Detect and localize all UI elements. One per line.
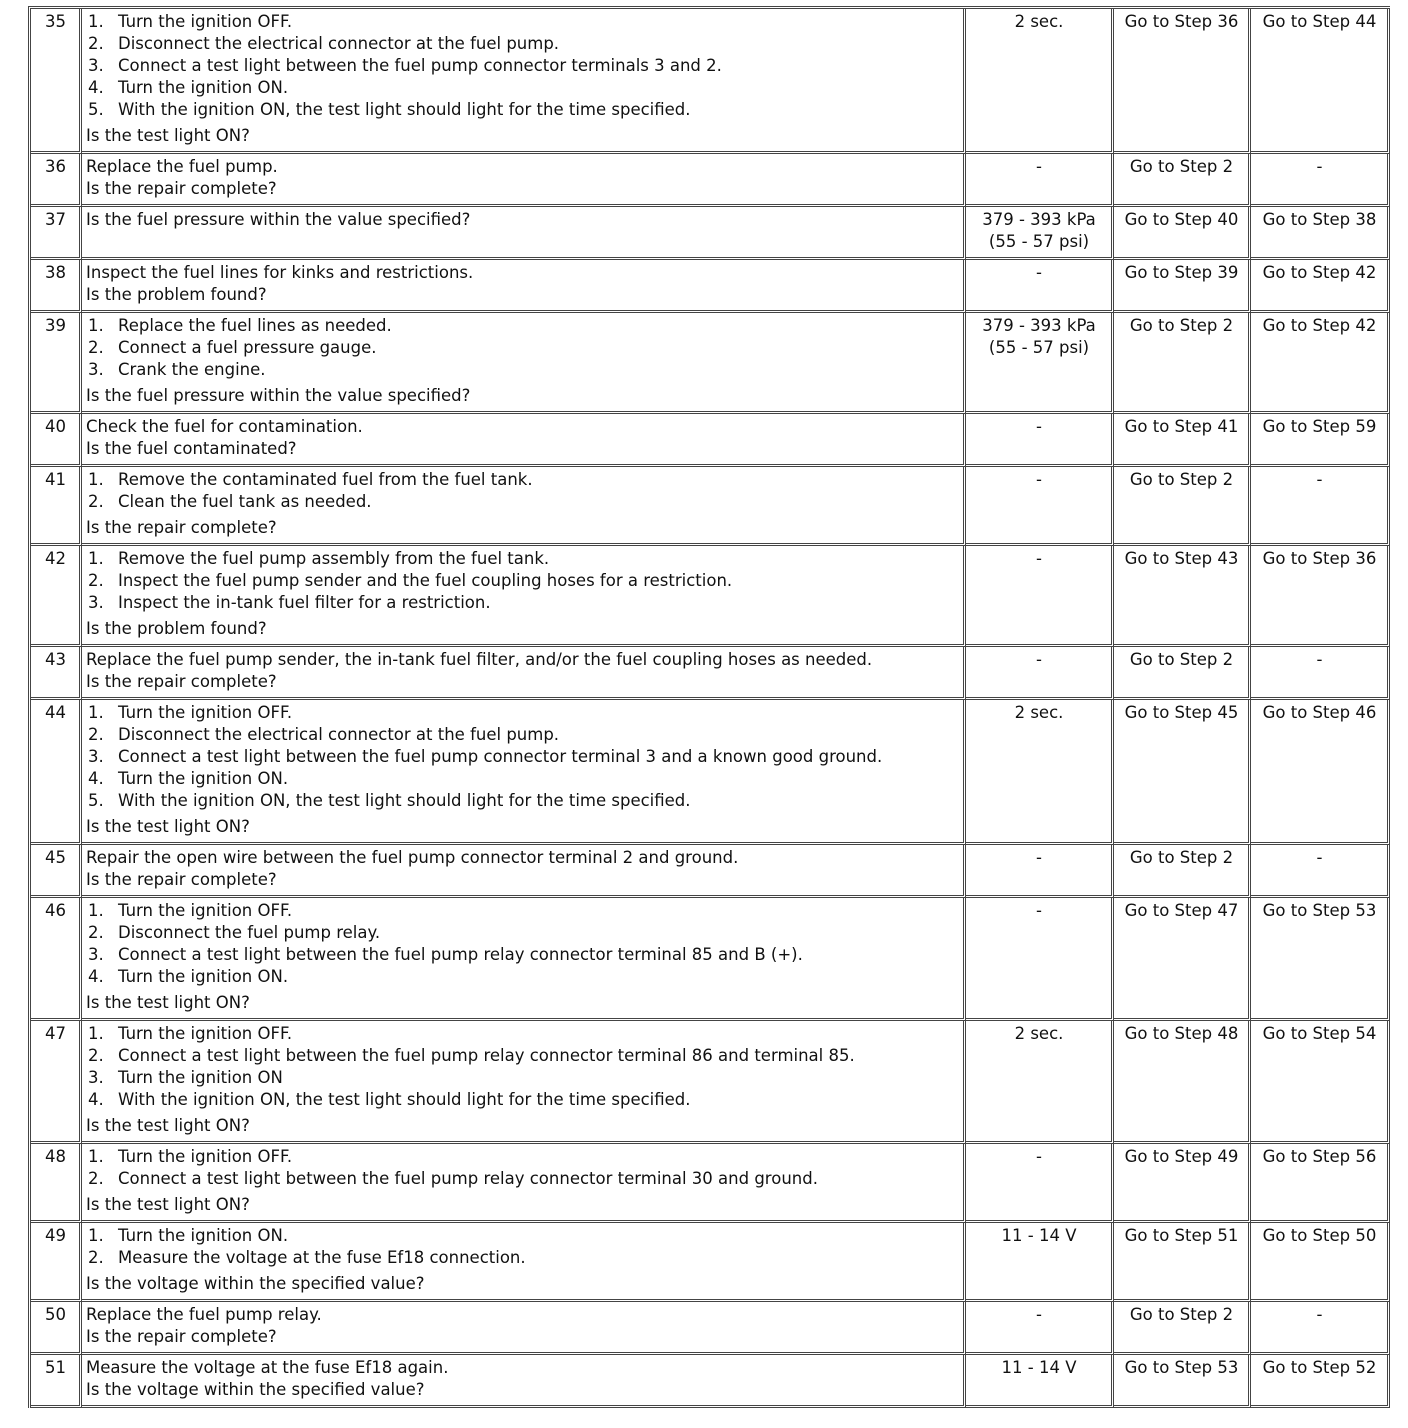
action-item-text: Inspect the in-tank fuel filter for a restriction.	[118, 593, 491, 612]
yes-cell: Go to Step 45	[1114, 700, 1251, 845]
action-cell	[82, 414, 966, 467]
action-cell	[82, 260, 966, 313]
action-item-text: Turn the ignition OFF.	[118, 12, 293, 31]
action-item-text: Connect a test light between the fuel pump relay connector terminal 85 and B (+).	[118, 945, 803, 964]
action-item-text: Turn the ignition ON.	[118, 967, 289, 986]
yes-cell: Go to Step 40	[1114, 207, 1251, 260]
value-cell: 11 - 14 V	[966, 1355, 1114, 1408]
yes-cell: Go to Step 2	[1114, 647, 1251, 700]
action-item-text: Turn the ignition OFF.	[118, 1147, 293, 1166]
step-number: 37	[31, 207, 82, 260]
action-question: Is the test light ON?	[86, 126, 250, 145]
action-item-text: Connect a fuel pressure gauge.	[118, 338, 377, 357]
value-cell: 2 sec.	[966, 700, 1114, 845]
table-row	[31, 546, 1390, 647]
action-list	[86, 469, 960, 513]
action-list	[86, 1225, 960, 1269]
action-cell	[82, 1355, 966, 1408]
action-item	[86, 966, 960, 988]
table-row	[31, 700, 1390, 845]
table-row	[31, 313, 1390, 414]
action-item-number: 1.	[88, 901, 104, 920]
action-item	[86, 1146, 960, 1168]
action-line: Measure the voltage at the fuse Ef18 again.	[86, 1358, 449, 1377]
table-row	[31, 845, 1390, 898]
step-number: 42	[31, 546, 82, 647]
action-item-text: Remove the fuel pump assembly from the fuel tank.	[118, 549, 550, 568]
action-question: Is the voltage within the specified value?	[86, 1274, 425, 1293]
action-cell	[82, 1144, 966, 1223]
no-cell: Go to Step 38	[1251, 207, 1390, 260]
action-question: Is the test light ON?	[86, 1116, 250, 1135]
action-item	[86, 1089, 960, 1111]
action-list	[86, 1023, 960, 1111]
action-item	[86, 922, 960, 944]
action-item-number: 2.	[88, 725, 104, 744]
action-item-text: Clean the fuel tank as needed.	[118, 492, 372, 511]
table-row	[31, 647, 1390, 700]
value-cell: -	[966, 154, 1114, 207]
no-cell: Go to Step 50	[1251, 1223, 1390, 1302]
action-item	[86, 570, 960, 592]
action-list	[86, 315, 960, 381]
action-line: Is the repair complete?	[86, 672, 277, 691]
value-cell: -	[966, 1302, 1114, 1355]
action-item	[86, 469, 960, 491]
yes-cell: Go to Step 2	[1114, 1302, 1251, 1355]
action-item-text: Disconnect the fuel pump relay.	[118, 923, 381, 942]
action-item-text: Turn the ignition OFF.	[118, 901, 293, 920]
action-item-text: Inspect the fuel pump sender and the fuel coupling hoses for a restriction.	[118, 571, 733, 590]
action-cell	[82, 845, 966, 898]
no-cell: -	[1251, 154, 1390, 207]
step-number: 45	[31, 845, 82, 898]
action-item-number: 2.	[88, 571, 104, 590]
action-cell	[82, 1021, 966, 1144]
action-cell	[82, 898, 966, 1021]
action-item	[86, 337, 960, 359]
no-cell: Go to Step 46	[1251, 700, 1390, 845]
table-row	[31, 467, 1390, 546]
action-line: Is the repair complete?	[86, 870, 277, 889]
action-item-text: Turn the ignition ON.	[118, 769, 289, 788]
action-line: Is the fuel pressure within the value specified?	[86, 210, 471, 229]
action-question: Is the test light ON?	[86, 817, 250, 836]
action-cell	[82, 647, 966, 700]
action-item-number: 1.	[88, 1226, 104, 1245]
action-item	[86, 315, 960, 337]
step-number: 36	[31, 154, 82, 207]
action-cell	[82, 700, 966, 845]
action-item	[86, 491, 960, 513]
value-cell: -	[966, 1144, 1114, 1223]
diagnostic-table-sheet	[28, 6, 1390, 1408]
action-question: Is the fuel pressure within the value specified?	[86, 386, 471, 405]
value-cell: -	[966, 898, 1114, 1021]
yes-cell: Go to Step 2	[1114, 154, 1251, 207]
table-row	[31, 414, 1390, 467]
step-number: 38	[31, 260, 82, 313]
action-item	[86, 1023, 960, 1045]
step-number: 43	[31, 647, 82, 700]
action-item-text: Connect a test light between the fuel pump connector terminal 3 and a known good ground.	[118, 747, 883, 766]
yes-cell: Go to Step 36	[1114, 9, 1251, 154]
action-item	[86, 746, 960, 768]
action-item-number: 2.	[88, 34, 104, 53]
action-item-number: 3.	[88, 1068, 104, 1087]
action-cell	[82, 207, 966, 260]
action-line: Repair the open wire between the fuel pump connector terminal 2 and ground.	[86, 848, 739, 867]
action-item-number: 2.	[88, 338, 104, 357]
action-item	[86, 1168, 960, 1190]
action-line: Is the repair complete?	[86, 179, 277, 198]
action-question: Is the test light ON?	[86, 1195, 250, 1214]
step-number: 51	[31, 1355, 82, 1408]
no-cell: Go to Step 54	[1251, 1021, 1390, 1144]
action-item	[86, 548, 960, 570]
action-line: Is the voltage within the specified value?	[86, 1380, 425, 1399]
action-item	[86, 768, 960, 790]
action-item-number: 2.	[88, 1169, 104, 1188]
value-cell: 379 - 393 kPa (55 - 57 psi)	[966, 207, 1114, 260]
yes-cell: Go to Step 43	[1114, 546, 1251, 647]
yes-cell: Go to Step 53	[1114, 1355, 1251, 1408]
action-item	[86, 33, 960, 55]
action-item-number: 1.	[88, 470, 104, 489]
step-number: 35	[31, 9, 82, 154]
action-list	[86, 702, 960, 812]
table-row	[31, 1355, 1390, 1408]
table-row	[31, 1302, 1390, 1355]
action-item-number: 1.	[88, 703, 104, 722]
action-item-text: With the ignition ON, the test light should light for the time specified.	[118, 1090, 691, 1109]
action-item-text: Turn the ignition OFF.	[118, 1024, 293, 1043]
action-item-number: 1.	[88, 12, 104, 31]
action-item-text: Turn the ignition ON.	[118, 78, 289, 97]
step-number: 40	[31, 414, 82, 467]
action-item	[86, 1067, 960, 1089]
step-number: 44	[31, 700, 82, 845]
action-item	[86, 359, 960, 381]
step-number: 49	[31, 1223, 82, 1302]
no-cell: -	[1251, 647, 1390, 700]
action-item	[86, 592, 960, 614]
no-cell: -	[1251, 845, 1390, 898]
table-row	[31, 260, 1390, 313]
table-row	[31, 1021, 1390, 1144]
action-item-text: With the ignition ON, the test light should light for the time specified.	[118, 791, 691, 810]
no-cell: Go to Step 52	[1251, 1355, 1390, 1408]
no-cell: Go to Step 59	[1251, 414, 1390, 467]
action-line: Replace the fuel pump.	[86, 157, 278, 176]
value-cell: -	[966, 546, 1114, 647]
action-item-text: Connect a test light between the fuel pump relay connector terminal 86 and terminal 85.	[118, 1046, 855, 1065]
action-question: Is the problem found?	[86, 619, 267, 638]
table-row	[31, 1144, 1390, 1223]
action-line: Inspect the fuel lines for kinks and restrictions.	[86, 263, 474, 282]
action-list	[86, 1146, 960, 1190]
yes-cell: Go to Step 51	[1114, 1223, 1251, 1302]
action-item-text: Crank the engine.	[118, 360, 266, 379]
action-item-text: Turn the ignition OFF.	[118, 703, 293, 722]
table-row	[31, 898, 1390, 1021]
no-cell: Go to Step 44	[1251, 9, 1390, 154]
table-row	[31, 207, 1390, 260]
action-item-text: With the ignition ON, the test light should light for the time specified.	[118, 100, 691, 119]
action-cell	[82, 1223, 966, 1302]
action-item-number: 4.	[88, 769, 104, 788]
yes-cell: Go to Step 2	[1114, 845, 1251, 898]
diagnostic-table	[28, 6, 1390, 1408]
value-cell: -	[966, 260, 1114, 313]
action-item	[86, 724, 960, 746]
no-cell: Go to Step 42	[1251, 313, 1390, 414]
yes-cell: Go to Step 41	[1114, 414, 1251, 467]
table-row	[31, 1223, 1390, 1302]
action-item	[86, 1225, 960, 1247]
no-cell: -	[1251, 1302, 1390, 1355]
action-cell	[82, 154, 966, 207]
action-item-number: 1.	[88, 1147, 104, 1166]
action-item-text: Disconnect the electrical connector at the fuel pump.	[118, 34, 560, 53]
action-item-number: 4.	[88, 78, 104, 97]
step-number: 46	[31, 898, 82, 1021]
action-list	[86, 11, 960, 121]
action-list	[86, 900, 960, 988]
action-item-number: 2.	[88, 492, 104, 511]
action-item	[86, 900, 960, 922]
action-item	[86, 55, 960, 77]
action-line: Replace the fuel pump sender, the in-tank fuel filter, and/or the fuel coupling hoses as needed.	[86, 650, 873, 669]
action-item	[86, 99, 960, 121]
yes-cell: Go to Step 47	[1114, 898, 1251, 1021]
action-item-text: Measure the voltage at the fuse Ef18 connection.	[118, 1248, 526, 1267]
action-item-number: 2.	[88, 923, 104, 942]
action-item-number: 1.	[88, 316, 104, 335]
action-cell	[82, 546, 966, 647]
step-number: 41	[31, 467, 82, 546]
no-cell: Go to Step 42	[1251, 260, 1390, 313]
action-cell	[82, 467, 966, 546]
action-item-number: 4.	[88, 967, 104, 986]
action-item-number: 5.	[88, 100, 104, 119]
action-item	[86, 702, 960, 724]
step-number: 48	[31, 1144, 82, 1223]
table-row	[31, 154, 1390, 207]
action-item-text: Remove the contaminated fuel from the fuel tank.	[118, 470, 533, 489]
action-item-number: 1.	[88, 549, 104, 568]
value-cell: -	[966, 647, 1114, 700]
action-item-number: 3.	[88, 56, 104, 75]
action-item-number: 4.	[88, 1090, 104, 1109]
yes-cell: Go to Step 49	[1114, 1144, 1251, 1223]
diagnostic-table-body	[31, 9, 1390, 1408]
action-cell	[82, 313, 966, 414]
action-line: Check the fuel for contamination.	[86, 417, 363, 436]
action-item-number: 1.	[88, 1024, 104, 1043]
action-item-text: Turn the ignition ON.	[118, 1226, 289, 1245]
step-number: 47	[31, 1021, 82, 1144]
action-item-number: 5.	[88, 791, 104, 810]
action-item-number: 3.	[88, 945, 104, 964]
no-cell: Go to Step 53	[1251, 898, 1390, 1021]
value-cell: 2 sec.	[966, 9, 1114, 154]
yes-cell: Go to Step 2	[1114, 467, 1251, 546]
value-cell: -	[966, 414, 1114, 467]
value-cell: -	[966, 467, 1114, 546]
action-item-number: 2.	[88, 1248, 104, 1267]
action-line: Is the fuel contaminated?	[86, 439, 297, 458]
action-item	[86, 790, 960, 812]
action-line: Is the problem found?	[86, 285, 267, 304]
action-item	[86, 1247, 960, 1269]
value-cell: -	[966, 845, 1114, 898]
action-cell	[82, 9, 966, 154]
action-question: Is the repair complete?	[86, 518, 277, 537]
table-row	[31, 9, 1390, 154]
action-item-text: Turn the ignition ON	[118, 1068, 283, 1087]
no-cell: Go to Step 36	[1251, 546, 1390, 647]
no-cell: -	[1251, 467, 1390, 546]
action-list	[86, 548, 960, 614]
no-cell: Go to Step 56	[1251, 1144, 1390, 1223]
action-question: Is the test light ON?	[86, 993, 250, 1012]
action-item-number: 3.	[88, 747, 104, 766]
action-item-text: Connect a test light between the fuel pump connector terminals 3 and 2.	[118, 56, 722, 75]
step-number: 39	[31, 313, 82, 414]
action-line: Replace the fuel pump relay.	[86, 1305, 322, 1324]
yes-cell: Go to Step 48	[1114, 1021, 1251, 1144]
step-number: 50	[31, 1302, 82, 1355]
value-cell: 11 - 14 V	[966, 1223, 1114, 1302]
action-item	[86, 944, 960, 966]
action-item-number: 2.	[88, 1046, 104, 1065]
action-item-text: Disconnect the electrical connector at the fuel pump.	[118, 725, 560, 744]
action-item-text: Connect a test light between the fuel pump relay connector terminal 30 and ground.	[118, 1169, 818, 1188]
action-line: Is the repair complete?	[86, 1327, 277, 1346]
action-item	[86, 1045, 960, 1067]
action-item-number: 3.	[88, 593, 104, 612]
value-cell: 379 - 393 kPa (55 - 57 psi)	[966, 313, 1114, 414]
action-item-number: 3.	[88, 360, 104, 379]
value-cell: 2 sec.	[966, 1021, 1114, 1144]
action-item-text: Replace the fuel lines as needed.	[118, 316, 392, 335]
action-item	[86, 77, 960, 99]
yes-cell: Go to Step 39	[1114, 260, 1251, 313]
yes-cell: Go to Step 2	[1114, 313, 1251, 414]
action-cell	[82, 1302, 966, 1355]
action-item	[86, 11, 960, 33]
